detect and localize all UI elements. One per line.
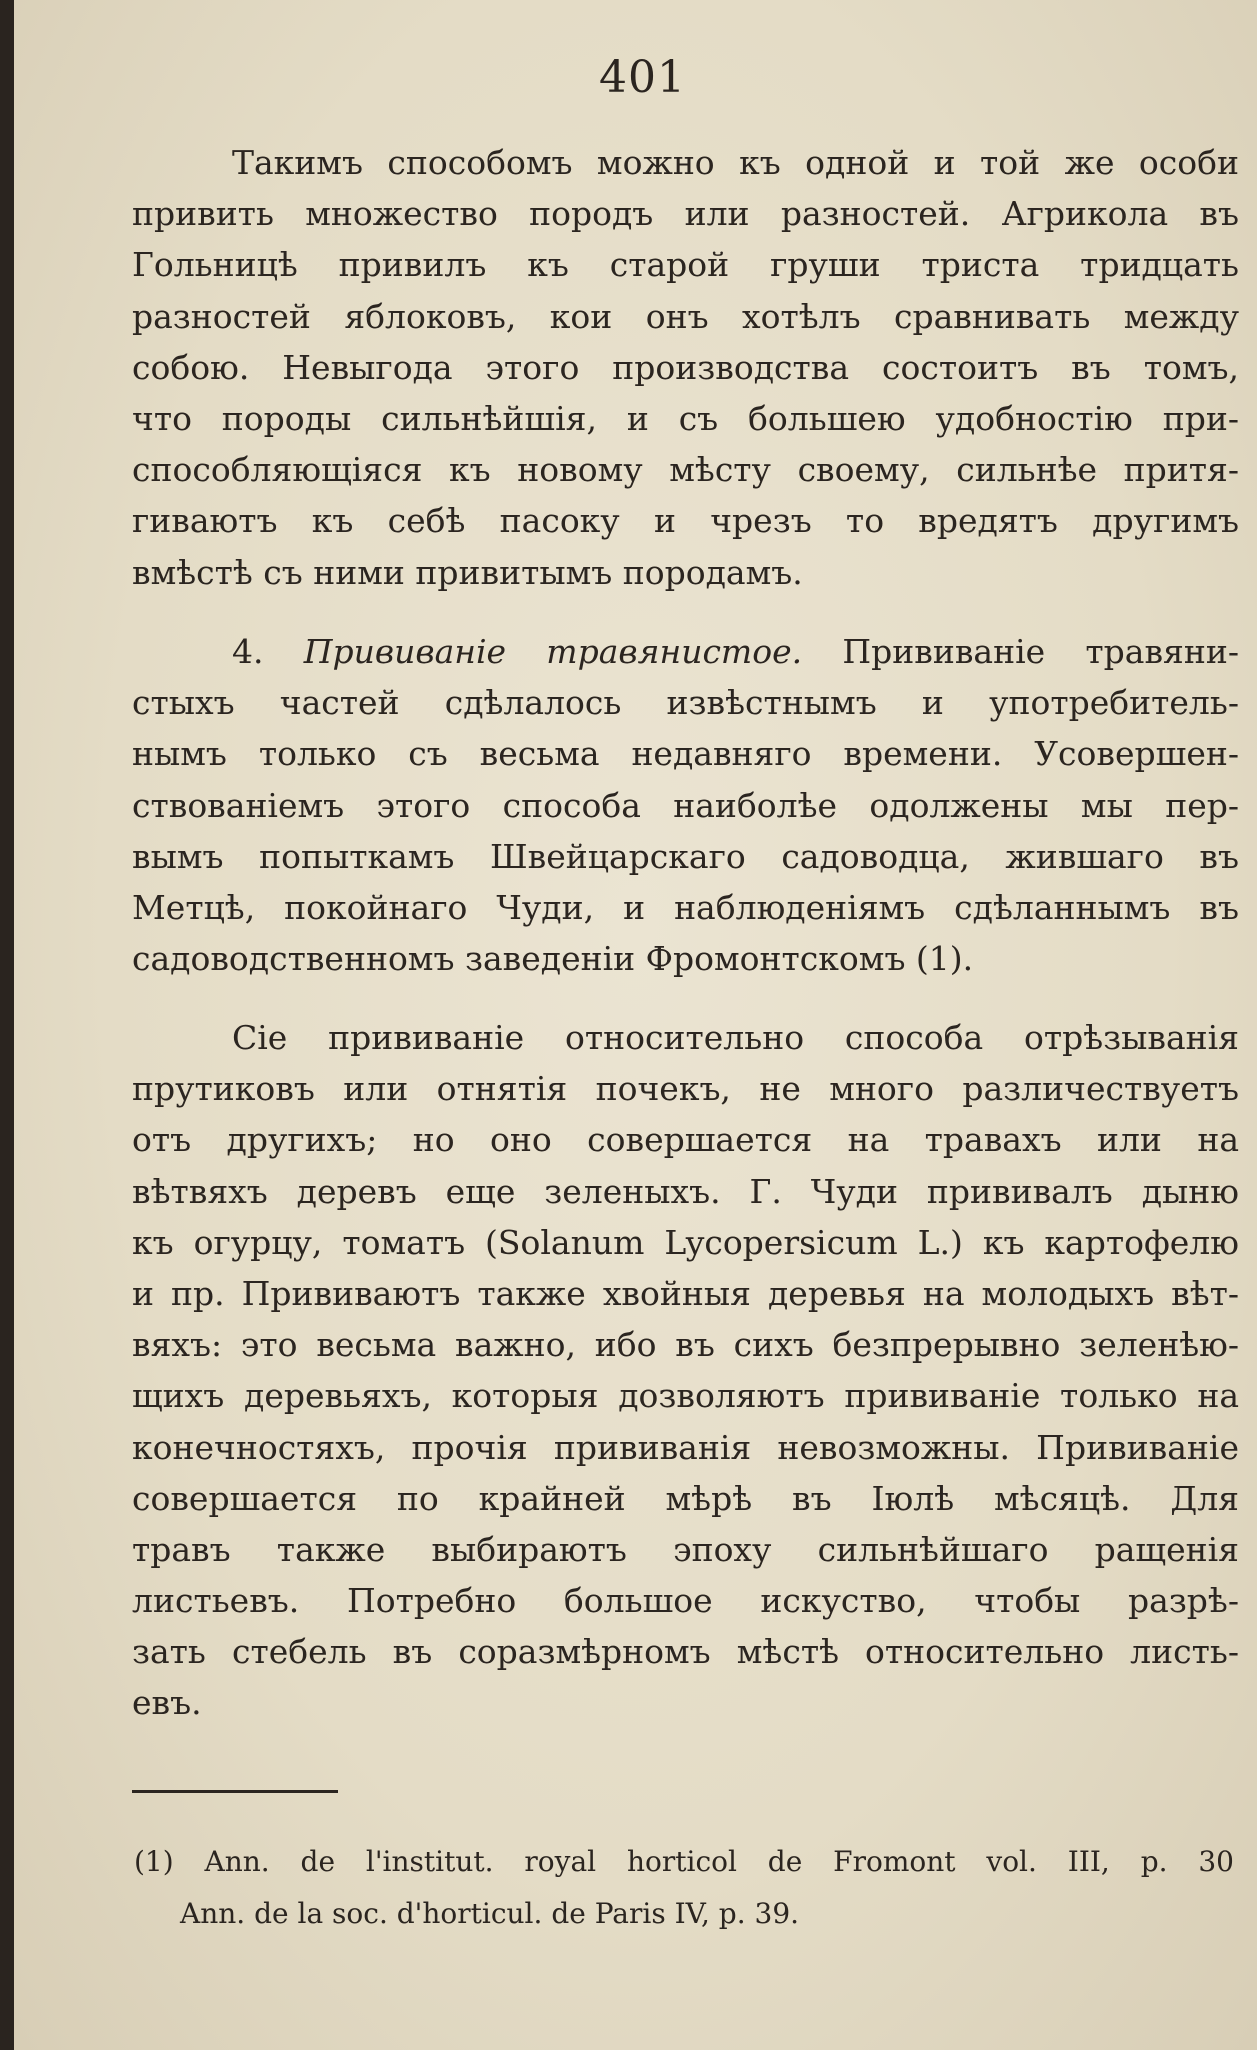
text-line: зать стебель въ соразмѣрномъ мѣстѣ относительно листь- bbox=[132, 1632, 1239, 1672]
section-first-line bbox=[132, 626, 1239, 677]
text-line: что породы сильнѣйшія, и съ большею удобностію при- bbox=[132, 398, 1239, 438]
paragraph-1 bbox=[132, 137, 1239, 598]
page-number: 401 bbox=[599, 52, 686, 103]
text-line: конечностяхъ, прочія прививанія невозможны. Прививаніе bbox=[132, 1427, 1239, 1467]
text-line: Такимъ способомъ можно къ одной и той же особи bbox=[232, 143, 1239, 182]
text-line: нымъ только съ весьма недавняго времени. Усовершен- bbox=[132, 734, 1239, 774]
text-line: вымъ попыткамъ Швейцарскаго садоводца, жившаго въ bbox=[132, 836, 1239, 876]
section-number: 4. bbox=[232, 632, 264, 671]
text-line: стыхъ частей сдѣлалось извѣстнымъ и употребитель- bbox=[132, 683, 1239, 723]
footnotes bbox=[134, 1836, 1234, 1940]
section-first-line-text: Прививаніе травяни- bbox=[842, 632, 1239, 671]
footnote-line: Ann. de la soc. d'horticul. de Paris IV, p. 39. bbox=[180, 1897, 800, 1930]
text-line: садоводственномъ заведеніи Фромонтскомъ (1). bbox=[132, 939, 974, 979]
text-line: способляющіяся къ новому мѣсту своему, сильнѣе притя- bbox=[132, 450, 1239, 490]
text-line: привить множество породъ или разностей. Агрикола въ bbox=[132, 194, 1239, 234]
text-line: травъ также выбираютъ эпоху сильнѣйшаго ращенія bbox=[132, 1529, 1239, 1569]
paragraph-2 bbox=[132, 626, 1239, 984]
text-line: ствованіемъ этого способа наиболѣе одолжены мы пер- bbox=[132, 785, 1239, 825]
footnote-separator bbox=[132, 1790, 338, 1793]
text-line: листьевъ. Потребно большое искуство, чтобы разрѣ- bbox=[132, 1581, 1239, 1621]
text-line: разностей яблоковъ, кои онъ хотѣлъ сравнивать между bbox=[132, 296, 1239, 336]
section-heading: Прививаніе травянистое. bbox=[303, 632, 803, 671]
text-line: Сіе прививаніе относительно способа отрѣзыванія bbox=[232, 1018, 1239, 1057]
text-line: евъ. bbox=[132, 1683, 202, 1723]
text-line: щихъ деревьяхъ, которыя дозволяютъ прививаніе только на bbox=[132, 1376, 1239, 1416]
text-line: Метцѣ, покойнаго Чуди, и наблюденіямъ сдѣланнымъ въ bbox=[132, 887, 1239, 927]
text-line: совершается по крайней мѣрѣ въ Іюлѣ мѣсяцѣ. Для bbox=[132, 1478, 1239, 1518]
text-line: къ огурцу, томатъ (Solanum Lycopersicum L.) къ картофелю bbox=[132, 1222, 1239, 1262]
text-line: Гольницѣ привилъ къ старой груши триста тридцать bbox=[132, 245, 1239, 285]
text-line: вмѣстѣ съ ними привитымъ породамъ. bbox=[132, 552, 803, 592]
footnote-line: (1) Ann. de l'institut. royal horticol de Fromont vol. III, p. 30 bbox=[134, 1845, 1234, 1878]
paragraph-3 bbox=[132, 1012, 1239, 1729]
text-line: прутиковъ или отнятія почекъ, не много различествуетъ bbox=[132, 1069, 1239, 1109]
text-line: гиваютъ къ себѣ пасоку и чрезъ то вредятъ другимъ bbox=[132, 501, 1239, 541]
text-line: вѣтвяхъ деревъ еще зеленыхъ. Г. Чуди прививалъ дыню bbox=[132, 1171, 1239, 1211]
text-line: собою. Невыгода этого производства состоитъ въ томъ, bbox=[132, 347, 1239, 387]
text-line: вяхъ: это весьма важно, ибо въ сихъ безпрерывно зеленѣю- bbox=[132, 1325, 1239, 1365]
text-line: и пр. Прививаютъ также хвойныя деревья на молодыхъ вѣт- bbox=[132, 1273, 1239, 1313]
text-line: отъ другихъ; но оно совершается на травахъ или на bbox=[132, 1120, 1239, 1160]
